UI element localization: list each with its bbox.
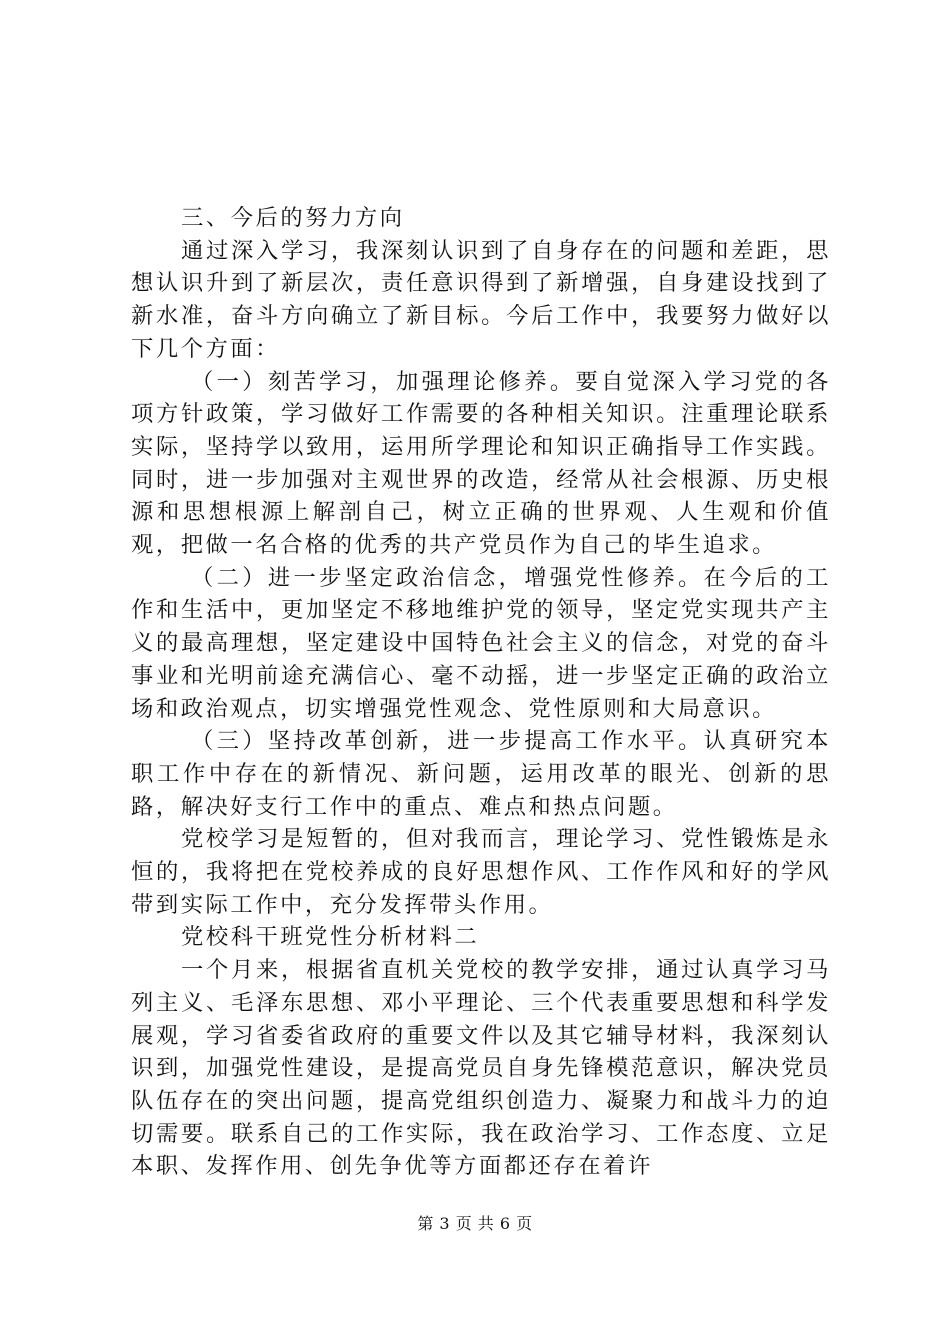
paragraph-point-1: （一）刻苦学习，加强理论修养。要自觉深入学习党的各项方针政策，学习做好工作需要的各种相关知识。注重理论联系实际，坚持学以致用，运用所学理论和知识正确指导工作实践。同时，进一步加强对主观世界的改造，经常从社会根源、历史根源和思想根源上解剖自己，树立正确的世界观、人生观和价值观，把做一名合格的优秀的共产党员作为自己的毕生追求。 xyxy=(131,368,831,559)
paragraph-material-two-body: 一个月来，根据省直机关党校的教学安排，通过认真学习马列主义、毛泽东思想、邓小平理论、三个代表重要思想和科学发展观，学习省委省政府的重要文件以及其它辅导材料，我深刻认识到，加强党性建设，是提高党员自身先锋模范意识，解决党员队伍存在的突出问题，提高党组织创造力、凝聚力和战斗力的迫切需要。联系自己的工作实际，我在政治学习、工作态度、立足本职、发挥作用、创先争优等方面都还存在着许 xyxy=(131,957,831,1180)
paragraph-conclusion: 党校学习是短暂的，但对我而言，理论学习、党性锻炼是永恒的，我将把在党校养成的良好思想作风、工作作风和好的学风带到实际工作中，充分发挥带头作用。 xyxy=(131,826,831,918)
paragraph-point-3: （三）坚持改革创新，进一步提高工作水平。认真研究本职工作中存在的新情况、新问题，运用改革的眼光、创新的思路，解决好支行工作中的重点、难点和热点问题。 xyxy=(131,728,831,820)
paragraph-intro: 通过深入学习，我深刻认识到了自身存在的问题和差距，思想认识升到了新层次，责任意识得到了新增强，自身建设找到了新水准，奋斗方向确立了新目标。今后工作中，我要努力做好以下几个方面： xyxy=(131,237,831,362)
paragraph-point-2: （二）进一步坚定政治信念，增强党性修养。在今后的工作和生活中，更加坚定不移地维护党的领导，坚定党实现共产主义的最高理想，坚定建设中国特色社会主义的信念，对党的奋斗事业和光明前途充满信心、毫不动摇，进一步坚定正确的政治立场和政治观点，切实增强党性观念、党性原则和大局意识。 xyxy=(131,564,831,722)
section-heading-material-two: 党校科干班党性分析材料二 xyxy=(181,924,480,951)
document-body xyxy=(131,202,831,1183)
page-number-footer: 第 3 页 共 6 页 xyxy=(417,1214,533,1233)
section-heading-future-direction: 三、今后的努力方向 xyxy=(181,205,405,231)
